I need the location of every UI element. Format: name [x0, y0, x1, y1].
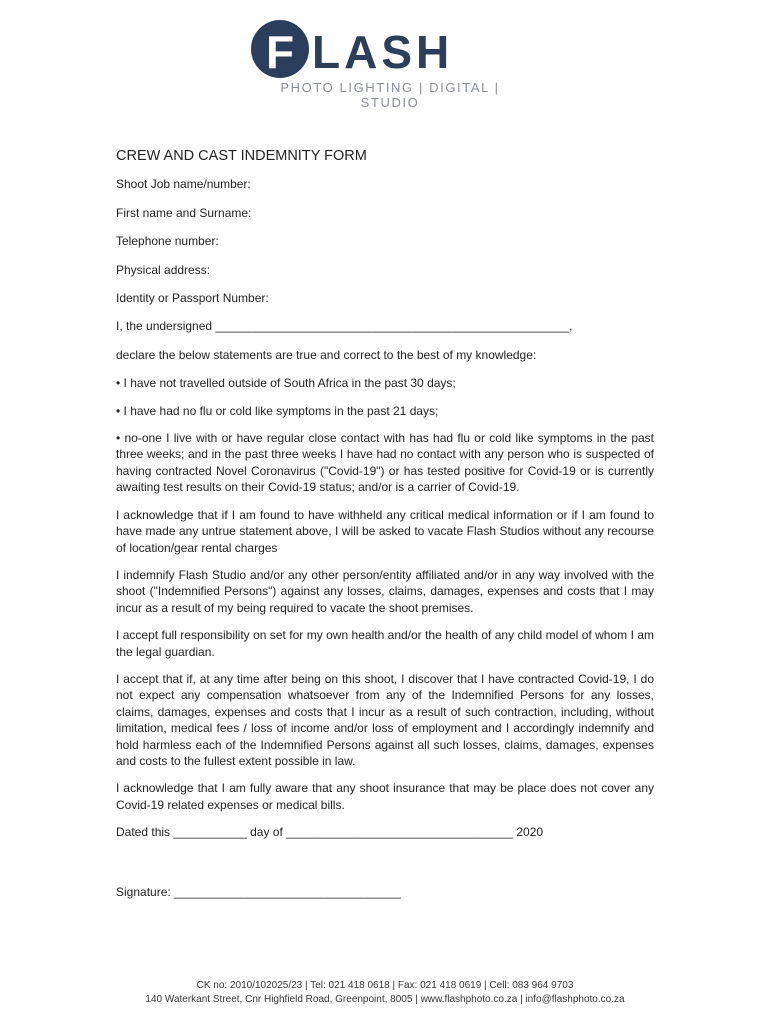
logo-f-letter: F	[266, 26, 295, 78]
bullet-travel: • I have not travelled outside of South Africa in the past 30 days;	[116, 376, 456, 391]
undersigned-line: I, the undersigned _____________________________________________________,	[116, 319, 573, 334]
bullet-symptoms: • I have had no flu or cold like symptoms in the past 21 days;	[116, 403, 439, 418]
form-title: CREW AND CAST INDEMNITY FORM	[116, 148, 367, 164]
page-footer	[0, 979, 770, 1007]
paragraph-indemnify: I indemnify Flash Studio and/or any other person/entity affiliated and/or in any way involved with the shoot ("Indemnified Persons") against any losses, claims, damages, expenses and costs that I may incur as a result of my being required to vacate the shoot premises.	[116, 567, 654, 615]
field-telephone: Telephone number:	[116, 234, 219, 249]
paragraph-insurance: I acknowledge that I am fully aware that any shoot insurance that may be place does not cover any Covid-19 related expenses or medical bills.	[116, 781, 654, 812]
logo-tagline: PHOTO LIGHTING | DIGITAL | STUDIO	[280, 80, 500, 110]
paragraph-compensation: I accept that if, at any time after being on this shoot, I discover that I have contracted Covid-19, I do not expect any compensation whatsoever from any of the Indemnified Persons for any losses, claims, damages, expenses and costs that I incur as a result of such contraction, including, without limitation, medical fees / loss of income and/or loss of employment and I accordingly indemnify and hold harmless each of the Indemnified Persons against all such losses, claims, damages, expenses and costs to the fullest extent possible in law.	[116, 671, 654, 768]
dated-line: Dated this ___________ day of __________________________________ 2020	[116, 825, 544, 840]
flash-logo-mark	[240, 18, 530, 80]
form-body	[116, 148, 654, 912]
footer-company-contact: CK no: 2010/102025/23 | Tel: 021 418 0618 | Fax: 021 418 0619 | Cell: 083 964 9703	[196, 980, 574, 991]
logo-lash-letters: LASH	[312, 26, 454, 78]
declare-statement: declare the below statements are true and correct to the best of my knowledge:	[116, 347, 537, 362]
field-id-number: Identity or Passport Number:	[116, 291, 269, 306]
field-shoot-job: Shoot Job name/number:	[116, 177, 251, 192]
footer-address: 140 Waterkant Street, Cnr Highfield Road, Greenpoint, 8005 | www.flashphoto.co.za | info@flashphoto.co.za	[145, 994, 625, 1005]
signature-line: Signature: __________________________________	[116, 884, 401, 899]
bullet-contact: • no-one I live with or have regular close contact with has had flu or cold like symptoms in the past three weeks; and in the past three weeks I have had no contact with any person who is suspected of having contracted Novel Coronavirus ("Covid-19") or has tested positive for Covid-19 or is currently awaiting test results on their Covid-19 status; and/or is a carrier of Covid-19.	[116, 431, 654, 495]
paragraph-responsibility: I accept full responsibility on set for my own health and/or the health of any child model of whom I am the legal guardian.	[116, 628, 654, 659]
field-address: Physical address:	[116, 262, 211, 277]
paragraph-acknowledge-info: I acknowledge that if I am found to have withheld any critical medical information or if I am found to have made any untrue statement above, I will be asked to vacate Flash Studios without any recourse of location/gear rental charges	[116, 507, 654, 555]
field-full-name: First name and Surname:	[116, 205, 252, 220]
